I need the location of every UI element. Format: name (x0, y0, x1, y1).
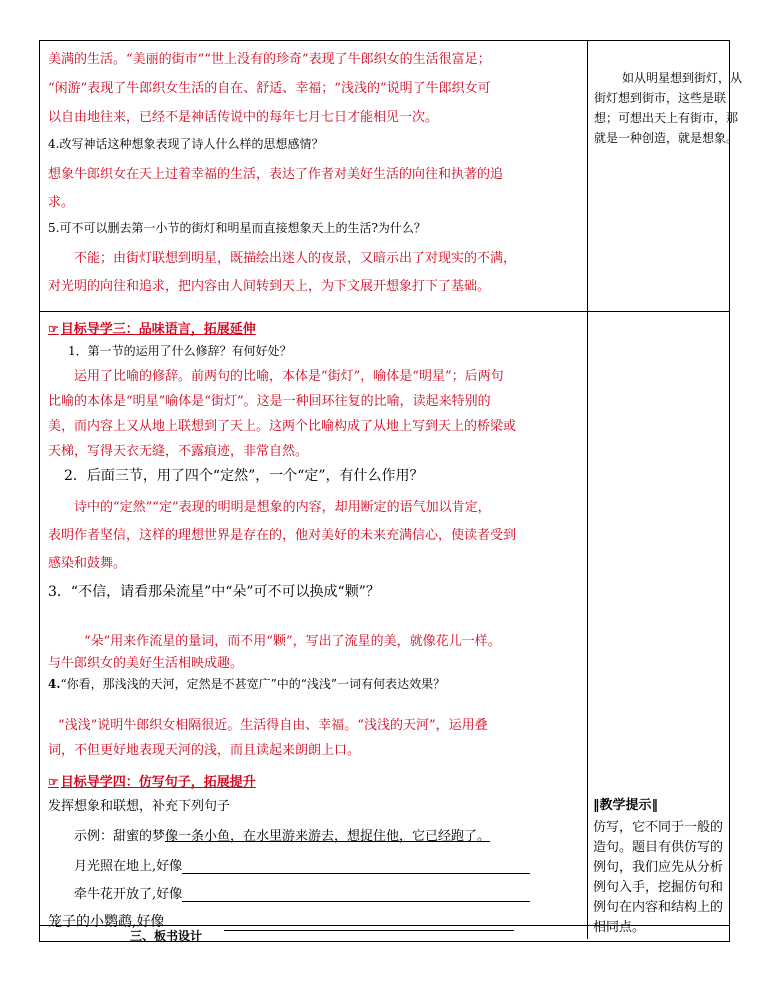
question-1: 1．第一节的运用了什么修辞？有何好处？ (68, 344, 292, 358)
hint-line: 仿写，它不同于一般的 (593, 820, 724, 835)
pointing-hand-icon: ☞ (48, 322, 59, 336)
question-3: 3．“不信，请看那朵流星”中“朵”可不可以换成“颗”？ (48, 584, 380, 600)
answer-line: “浅浅”说明牛郎织女相隔很近。生活得自由、幸福。“浅浅的天河”，运用叠 (58, 718, 488, 733)
question-text: “你看，那浅浅的天河，定然是不甚宽广”中的“浅浅”一词有何表达效果？ (60, 677, 446, 691)
answer-line: 词，不但更好地表现天河的浅，而且读起来朗朗上口。 (48, 743, 361, 758)
hint-line: 例句入手，挖掘仿句和 (593, 880, 724, 895)
instruction: 发挥想象和联想，补充下列句子 (48, 799, 231, 814)
answer-line: 美，而内容上又从地上联想到了天上。这两个比喻构成了从地上写到天上的桥梁或 (48, 419, 517, 434)
answer-line: 不能；由街灯联想到明星，既描绘出迷人的夜景，又暗示出了对现实的不满， (74, 251, 517, 266)
hint-line: 例句在内容和结构上的 (593, 900, 724, 915)
answer-line: 感染和鼓舞。 (48, 556, 127, 571)
fill-item-label: 牵牛花开放了,好像 (74, 887, 183, 902)
fill-item-label: 笼子的小鹦鹉,好像 (48, 914, 165, 930)
fill-blank[interactable] (182, 859, 530, 874)
question-2: 2．后面三节，用了四个“定然”，一个“定”，有什么作用？ (64, 468, 424, 484)
answer-line: 与牛郎织女的美好生活相映成趣。 (48, 656, 244, 671)
side-note-line: 街灯想到街市，这些是联 (594, 91, 727, 105)
answer-line: 对光明的向往和追求，把内容由人间转到天上，为下文展开想象打下了基础。 (48, 279, 491, 294)
fill-blank[interactable] (182, 887, 530, 902)
side-note-line: 想；可想出天上有街市，那 (594, 111, 739, 125)
column-divider (587, 41, 588, 939)
hint-line: 造句。题目有供仿写的 (593, 840, 724, 855)
answer-line: 求。 (48, 195, 75, 210)
text-line: “闲游”表现了牛郎织女生活的自在、舒适、幸福；“浅浅的”说明了牛郎织女可 (48, 81, 491, 96)
answer-line: 想象牛郎织女在天上过着幸福的生活，表达了作者对美好生活的向往和执著的追 (48, 167, 504, 182)
answer-line: 诗中的“定然”“定”表现的明明是想象的内容，却用断定的语气加以肯定， (74, 500, 491, 515)
answer-line: 运用了比喻的修辞。前两句的比喻，本体是“街灯”，喻体是“明星”；后两句 (74, 369, 504, 384)
row-divider (40, 311, 729, 312)
pointing-hand-icon: ☞ (48, 775, 59, 789)
answer-line: “朵”用来作流星的量词，而不用“颗”，写出了流星的美，就像花儿一样。 (84, 634, 501, 649)
lesson-table (39, 40, 743, 943)
fill-item-label: 月光照在地上,好像 (74, 859, 183, 874)
fill-item (74, 883, 530, 902)
example-sentence (74, 825, 490, 844)
text-line: 美满的生活。“美丽的街市”“世上没有的珍奇”表现了牛郎织女的生活很富足； (48, 52, 491, 67)
hint-line: 相同点。 (593, 920, 646, 935)
example-prefix: 示例：甜蜜的梦 (74, 829, 166, 844)
fill-item (74, 855, 530, 874)
question-4: 4.改写神话这种想象表现了诗人什么样的思想感情？ (48, 137, 324, 151)
question-5: 5.可不可以删去第一小节的街灯和明星而直接想象天上的生活?为什么？ (48, 221, 426, 235)
side-note-line: 如从明星想到街灯，从 (622, 71, 743, 85)
question-number: 4. (48, 677, 61, 691)
hint-line: 例句，我们应先从分析 (593, 860, 724, 875)
board-design-row (40, 926, 729, 941)
side-note-line: 就是一种创造，就是想象。 (594, 131, 739, 145)
example-underlined: 像一条小鱼，在水里游来游去，想捉住他，它已经跑了。 (165, 829, 491, 844)
answer-line: 比喻的本体是“明星”喻体是“街灯”。这是一种回环往复的比喻，读起来特别的 (48, 394, 491, 409)
board-design-title: 三、板书设计 (130, 929, 203, 943)
section-heading (48, 771, 256, 790)
answer-line: 天梯，写得天衣无缝，不露痕迹，非常自然。 (48, 444, 309, 459)
section-heading (48, 318, 256, 337)
section-heading-text: 目标导学四：仿写句子，拓展提升 (60, 775, 256, 790)
text-line: 以自由地往来，已经不是神话传说中的每年七月七日才能相见一次。 (48, 110, 439, 125)
hint-title: ‖教学提示‖ (593, 798, 659, 813)
section-heading-text: 目标导学三：品味语言，拓展延伸 (60, 322, 256, 337)
question-4 (48, 675, 445, 692)
answer-line: 表明作者坚信，这样的理想世界是存在的，他对美好的未来充满信心，使读者受到 (48, 528, 517, 543)
